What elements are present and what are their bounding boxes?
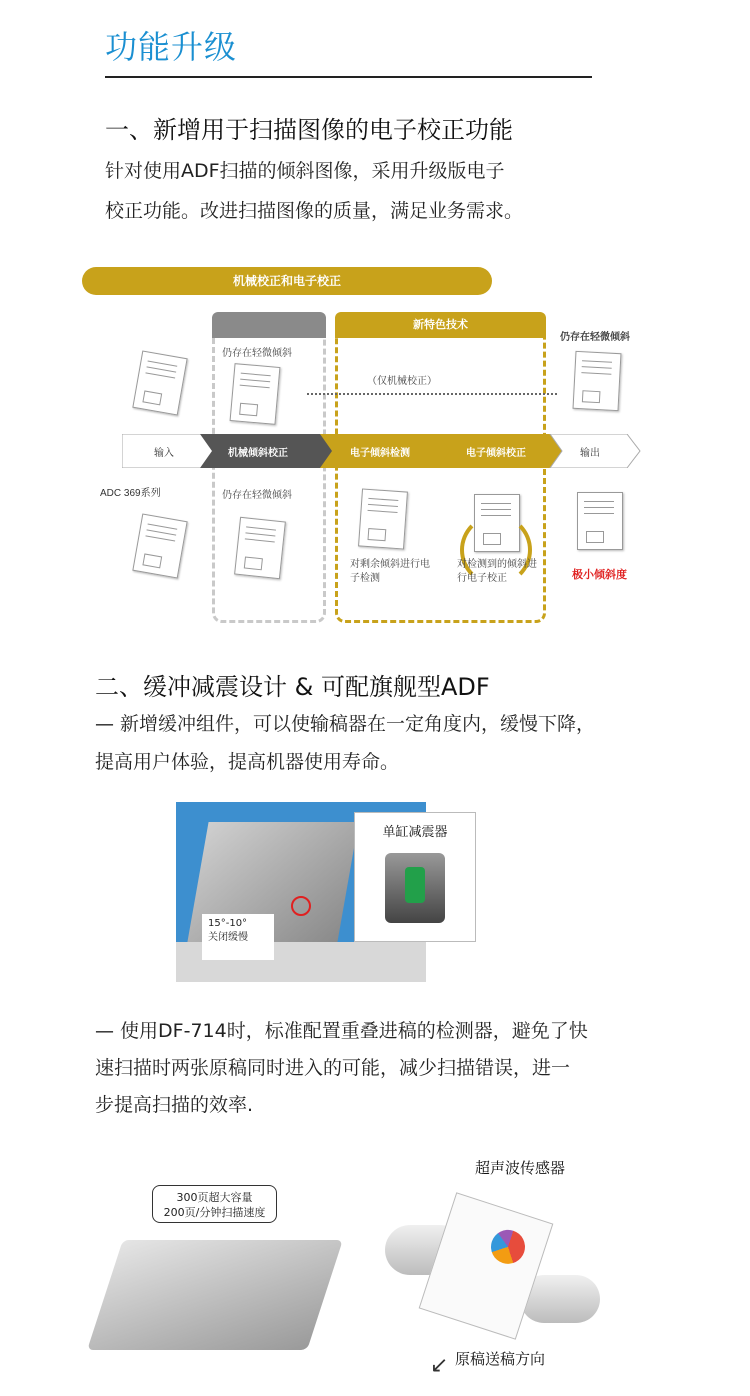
section1-line2: 校正功能。改进扫描图像的质量，满足业务需求。 — [105, 200, 524, 222]
gray-bottom-label: 仍存在轻微倾斜 — [222, 490, 292, 501]
gray-top-label: 仍存在轻微倾斜 — [222, 348, 292, 359]
section2-p2-line3: 步提高扫描的效率. — [95, 1094, 254, 1116]
correct-caption-2: 行电子校正 — [457, 573, 507, 584]
flow-output: 输出 — [580, 448, 600, 459]
detect-caption-1: 对剩余倾斜进行电 — [350, 559, 430, 570]
adf-sensor-figure — [100, 1155, 700, 1385]
capacity-line1: 300页超大容量 — [176, 1191, 253, 1204]
section2-p2-line1: — 使用DF-714时，标准配置重叠进稿的检测器，避免了快 — [95, 1020, 588, 1042]
mech-doc-bottom — [234, 517, 286, 579]
result-label: 极小倾斜度 — [572, 568, 627, 581]
mech-only-label: （仅机械校正） — [367, 376, 437, 387]
capacity-line2: 200页/分钟扫描速度 — [163, 1206, 266, 1219]
model-label: ADC 369系列 — [100, 488, 161, 499]
dotted-arrow — [307, 393, 557, 395]
section2-p2-line2: 速扫描时两张原稿同时进入的可能，减少扫描错误，进一 — [95, 1057, 571, 1079]
right-top-label: 仍存在轻微倾斜 — [560, 332, 630, 343]
section2-line1: — 新增缓冲组件，可以使输稿器在一定角度内，缓慢下降， — [95, 713, 596, 735]
section2-heading: 二、缓冲减震设计 & 可配旗舰型ADF — [95, 673, 490, 701]
damper-cylinder — [405, 867, 425, 903]
process-flow — [122, 434, 642, 468]
flow-mech-correct: 机械倾斜校正 — [228, 448, 288, 459]
detect-caption — [350, 558, 430, 586]
angle-value: 15°-10° — [208, 918, 248, 929]
pie-graphic — [487, 1225, 530, 1268]
page-title: 功能升级 — [105, 28, 238, 66]
flow-e-correct: 电子倾斜校正 — [466, 448, 526, 459]
adf-unit — [87, 1240, 343, 1350]
flow-input: 输入 — [154, 448, 174, 459]
mech-doc-top — [230, 363, 281, 425]
correct-caption — [457, 558, 537, 586]
damper-part — [385, 853, 445, 923]
diagram-banner: 机械校正和电子校正 — [82, 267, 492, 295]
damper-callout-label: 单缸减震器 — [382, 825, 448, 840]
input-doc-bottom — [132, 513, 187, 578]
sensor-label: 超声波传感器 — [475, 1159, 566, 1177]
damper-highlight — [291, 896, 311, 916]
flow-e-detect: 电子倾斜检测 — [350, 448, 410, 459]
title-divider — [105, 76, 592, 78]
detect-doc — [358, 488, 408, 549]
section2-line2: 提高用户体验，提高机器使用寿命。 — [95, 751, 400, 773]
damper-callout — [354, 812, 476, 942]
correction-diagram — [82, 262, 650, 627]
section1-line1: 针对使用ADF扫描的倾斜图像，采用升级版电子 — [105, 160, 505, 182]
output-doc-bottom — [577, 492, 623, 550]
input-doc-top — [132, 350, 187, 415]
capacity-badge — [152, 1185, 277, 1223]
correct-caption-1: 对检测到的倾斜进 — [457, 559, 537, 570]
mechanical-panel-head — [212, 312, 326, 338]
new-tech-head: 新特色技术 — [335, 312, 546, 338]
angle-badge — [202, 914, 274, 960]
angle-note: 关闭缓慢 — [208, 932, 248, 943]
detect-caption-2: 子检测 — [350, 573, 380, 584]
section1-heading: 一、新增用于扫描图像的电子校正功能 — [105, 116, 513, 144]
arrow-down-icon: ↙ — [430, 1353, 449, 1378]
feed-label: 原稿送稿方向 — [455, 1350, 546, 1368]
output-doc-top — [573, 351, 622, 411]
damper-photo — [176, 802, 448, 982]
